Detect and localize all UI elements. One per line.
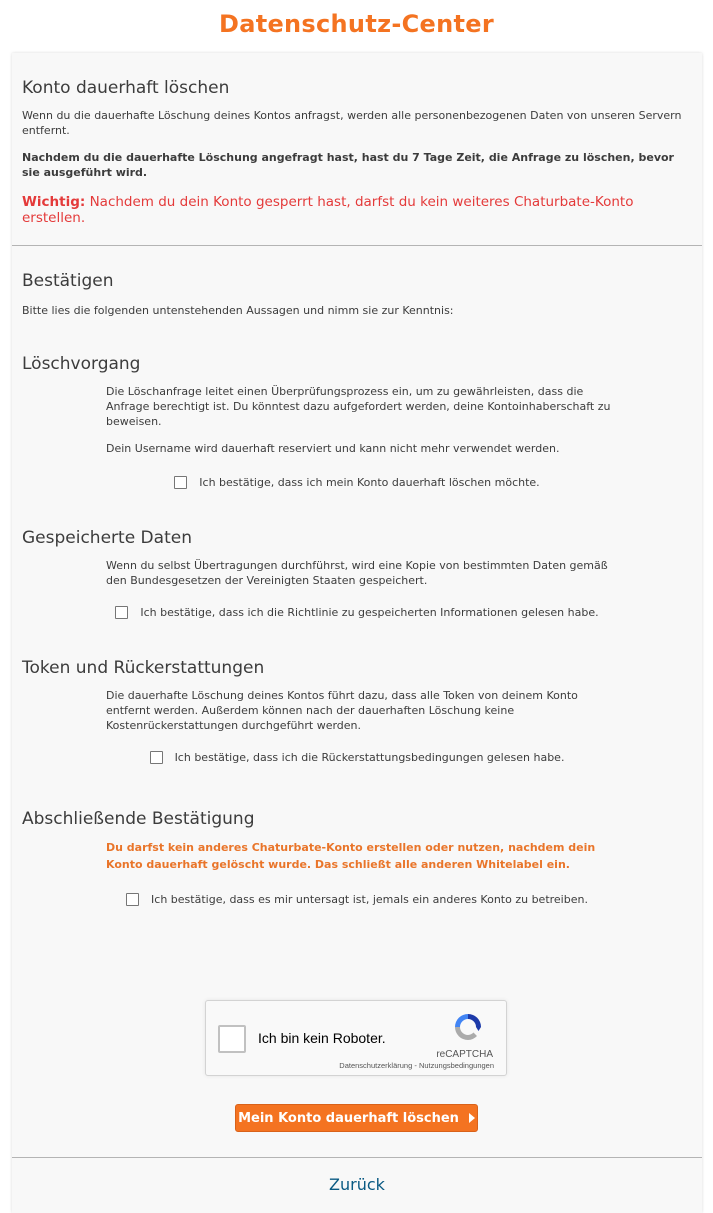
- privacy-card: [12, 53, 702, 1213]
- warning-text: Nachdem du dein Konto gesperrt hast, darfst du kein weiteres Chaturbate-Konto erstellen.: [22, 194, 634, 226]
- recaptcha-widget: [205, 1000, 507, 1076]
- caret-right-icon: [469, 1113, 475, 1123]
- confirm-stored-data-checkbox[interactable]: [115, 606, 128, 619]
- checkbox-label: Ich bestätige, dass ich mein Konto dauerhaft löschen möchte.: [199, 475, 540, 489]
- recaptcha-terms-link[interactable]: Nutzungsbedingungen: [418, 1061, 494, 1070]
- intro-bold-text: Nachdem du die dauerhafte Löschung angefragt hast, hast du 7 Tage Zeit, die Anfrage zu löschen, bevor sie ausgeführt wird.: [22, 151, 674, 179]
- checkbox-label: Ich bestätige, dass ich die Richtlinie zu gespeicherten Informationen gelesen habe.: [140, 605, 599, 619]
- final-confirmation-section: [22, 809, 692, 907]
- section-paragraph: Wenn du selbst Übertragungen durchführst, wird eine Kopie von bestimmten Daten gemäß den Bundesgesetzen der Vereinigten Staaten gespeichert.: [106, 559, 608, 587]
- recaptcha-label: Ich bin kein Roboter.: [258, 1030, 386, 1046]
- recaptcha-links: [339, 1061, 494, 1070]
- recaptcha-privacy-link[interactable]: Datenschutzerklärung: [339, 1061, 413, 1070]
- delete-account-button[interactable]: [235, 1104, 478, 1132]
- tokens-refunds-section: [22, 658, 692, 765]
- delete-account-intro: [12, 53, 702, 245]
- intro-heading: Konto dauerhaft löschen: [22, 78, 230, 98]
- confirm-refunds-checkbox-row[interactable]: [22, 749, 692, 765]
- delete-account-button-label: Mein Konto dauerhaft löschen: [238, 1110, 459, 1126]
- stored-data-section: [22, 528, 692, 620]
- intro-text: Wenn du die dauerhafte Löschung deines Kontos anfragst, werden alle personenbezogenen Daten von unseren Servern entfernt.: [22, 109, 682, 137]
- section-paragraph: Die dauerhafte Löschung deines Kontos führt dazu, dass alle Token von deinem Konto entfernt werden. Außerdem können nach der dauerhaften Löschung keine Kostenrückerstattungen durchgeführt werden.: [106, 689, 578, 732]
- bottom-divider: [12, 1157, 702, 1158]
- deletion-process-section: [22, 354, 692, 490]
- confirm-stored-data-checkbox-row[interactable]: [22, 604, 692, 620]
- recaptcha-logo-icon: [452, 1011, 484, 1043]
- confirm-section: [12, 246, 702, 907]
- confirm-text: Bitte lies die folgenden untenstehenden Aussagen und nimm sie zur Kenntnis:: [22, 304, 454, 317]
- section-heading: Löschvorgang: [22, 354, 141, 374]
- section-heading: Token und Rückerstattungen: [22, 658, 265, 678]
- recaptcha-brand: reCAPTCHA: [436, 1049, 493, 1060]
- section-paragraph: Dein Username wird dauerhaft reserviert und kann nicht mehr verwendet werden.: [106, 442, 560, 455]
- confirm-no-other-account-checkbox-row[interactable]: [22, 891, 692, 907]
- confirm-no-other-account-checkbox[interactable]: [126, 893, 139, 906]
- confirm-delete-checkbox-row[interactable]: [22, 474, 692, 490]
- page-title: Datenschutz-Center: [218, 10, 494, 38]
- back-link[interactable]: Zurück: [329, 1175, 385, 1194]
- final-warning: Du darfst kein anderes Chaturbate-Konto erstellen oder nutzen, nachdem dein Konto dauerhaft gelöscht wurde. Das schließt alle anderen Whitelabel ein.: [106, 841, 596, 871]
- confirm-delete-checkbox[interactable]: [174, 476, 187, 489]
- recaptcha-checkbox[interactable]: [218, 1025, 246, 1053]
- confirm-refunds-checkbox[interactable]: [150, 751, 163, 764]
- warning-label: Wichtig:: [22, 194, 86, 210]
- section-heading: Gespeicherte Daten: [22, 528, 192, 548]
- confirm-heading: Bestätigen: [22, 271, 114, 291]
- section-heading: Abschließende Bestätigung: [22, 809, 255, 829]
- checkbox-label: Ich bestätige, dass es mir untersagt ist, jemals ein anderes Konto zu betreiben.: [151, 892, 588, 906]
- checkbox-label: Ich bestätige, dass ich die Rückerstattungsbedingungen gelesen habe.: [174, 750, 565, 764]
- important-warning: [22, 194, 692, 226]
- recaptcha-link-separator: -: [412, 1061, 419, 1070]
- section-paragraph: Die Löschanfrage leitet einen Überprüfungsprozess ein, um zu gewährleisten, dass die Anfrage berechtigt ist. Du könntest dazu aufgefordert werden, deine Kontoinhaberschaft zu beweisen.: [106, 385, 611, 428]
